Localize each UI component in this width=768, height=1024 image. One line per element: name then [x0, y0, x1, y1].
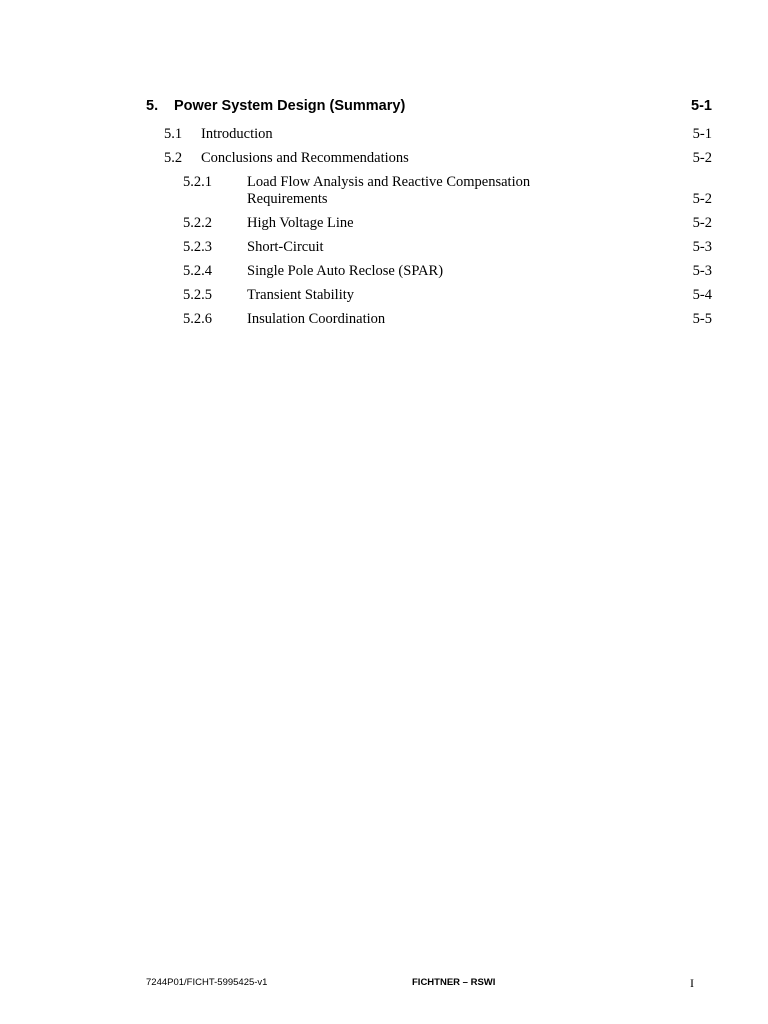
toc-subsection-page: 5-5 [692, 311, 712, 327]
toc-subsection-page: 5-4 [692, 287, 712, 303]
toc-chapter-entry[interactable] [0, 98, 768, 118]
toc-subsection-title: Insulation Coordination [247, 311, 386, 327]
toc-section-entry[interactable] [0, 150, 768, 170]
toc-chapter-page: 5-1 [691, 98, 712, 114]
toc-chapter-number: 5. [146, 98, 159, 114]
toc-subsection-number: 5.2.5 [183, 287, 212, 303]
toc-chapter-title: Power System Design (Summary) [174, 98, 406, 114]
toc-subsection-number: 5.2.2 [183, 215, 212, 231]
toc-subsection-page: 5-3 [692, 263, 712, 279]
toc-subsection-title: Load Flow Analysis and Reactive Compensation [247, 174, 531, 190]
toc-subsection-number: 5.2.1 [183, 174, 212, 190]
toc-section-title: Introduction [201, 126, 273, 142]
toc-section-page: 5-2 [692, 150, 712, 166]
toc-subsection-number: 5.2.4 [183, 263, 212, 279]
toc-subsection-entry[interactable] [0, 174, 768, 210]
toc-subsection-page: 5-2 [692, 191, 712, 207]
toc-subsection-title: Transient Stability [247, 287, 355, 303]
toc-subsection-page: 5-3 [692, 239, 712, 255]
footer-company-name: FICHTNER – RSWI [412, 977, 496, 988]
toc-subsection-entry[interactable] [0, 215, 768, 235]
footer-document-reference: 7244P01/FICHT-5995425-v1 [146, 977, 268, 988]
toc-section-number: 5.2 [164, 150, 183, 166]
toc-section-entry[interactable] [0, 126, 768, 146]
toc-subsection-number: 5.2.3 [183, 239, 212, 255]
toc-subsection-entry[interactable] [0, 263, 768, 283]
toc-subsection-entry[interactable] [0, 311, 768, 331]
toc-subsection-entry[interactable] [0, 287, 768, 307]
toc-section-page: 5-1 [692, 126, 712, 142]
toc-subsection-title: High Voltage Line [247, 215, 354, 231]
toc-section-title: Conclusions and Recommendations [201, 150, 409, 166]
toc-subsection-title: Single Pole Auto Reclose (SPAR) [247, 263, 444, 279]
toc-section-number: 5.1 [164, 126, 183, 142]
toc-subsection-entry[interactable] [0, 239, 768, 259]
page-footer [0, 976, 768, 992]
toc-subsection-title-continued: Requirements [247, 191, 328, 207]
footer-page-number: I [690, 976, 694, 990]
toc-subsection-title: Short-Circuit [247, 239, 324, 255]
toc-subsection-page: 5-2 [692, 215, 712, 231]
toc-subsection-number: 5.2.6 [183, 311, 212, 327]
